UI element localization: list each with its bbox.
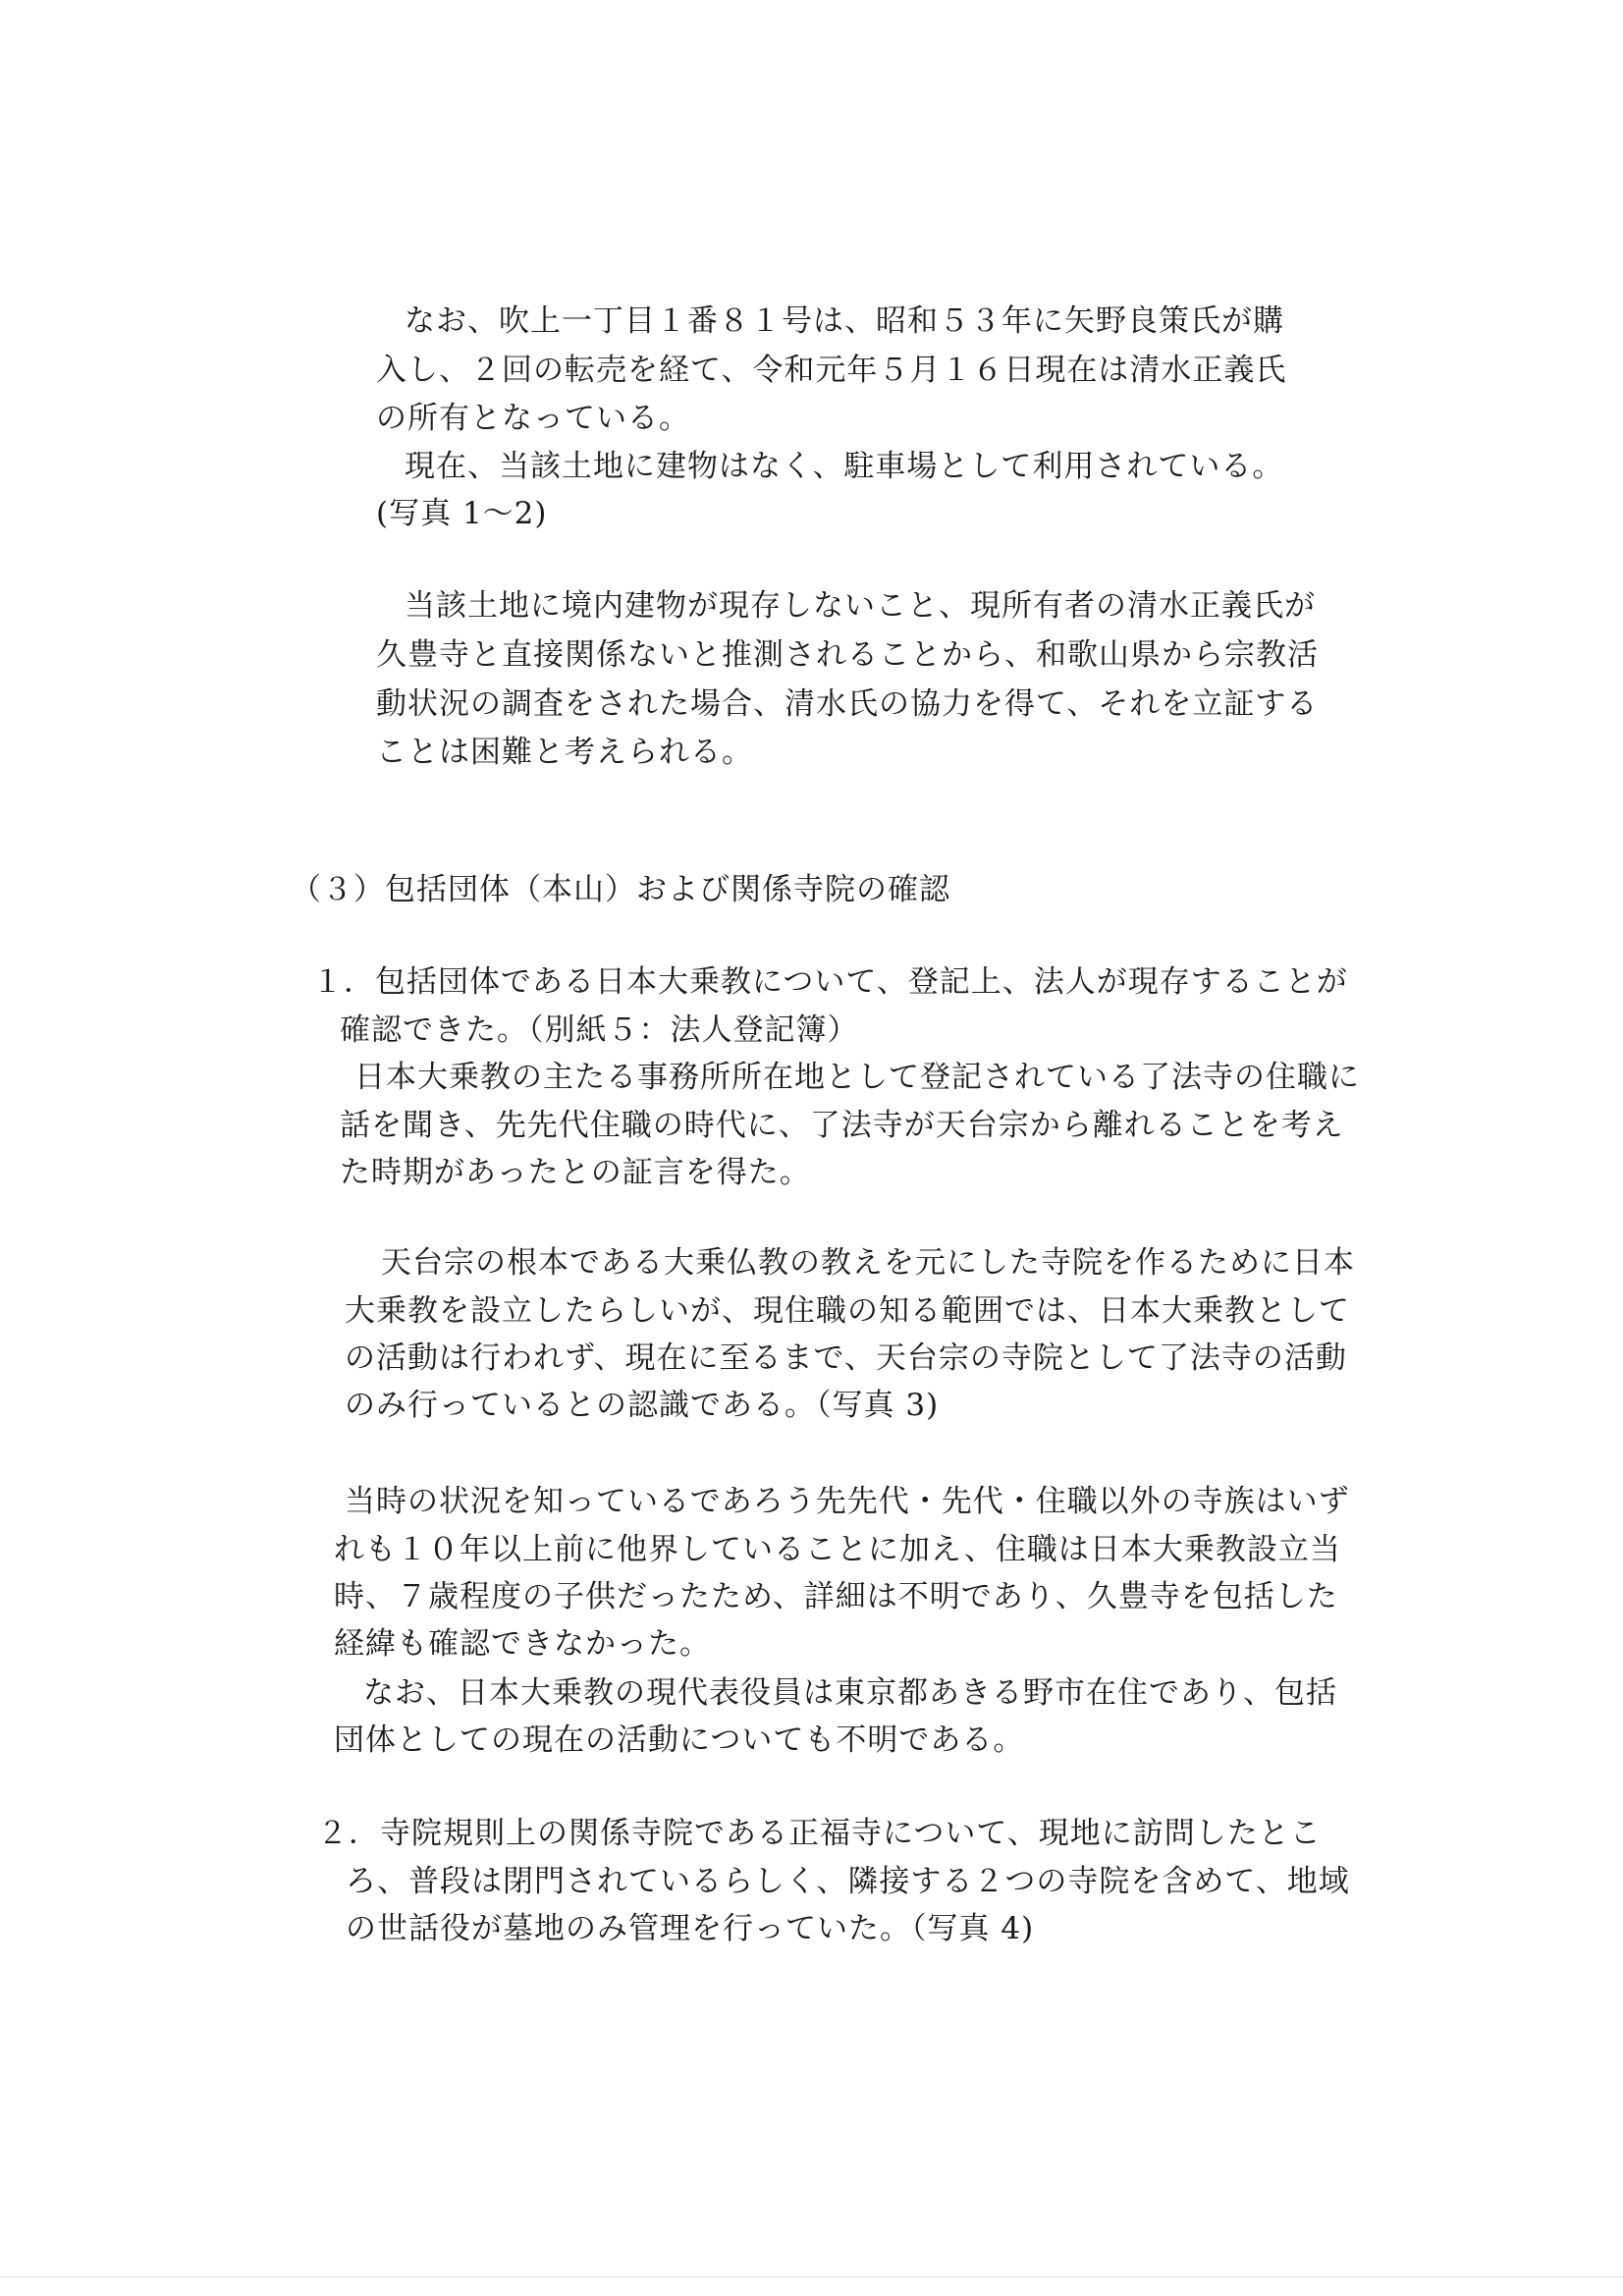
text-line: 天台宗の根本である大乗仏教の教えを元にした寺院を作るために日本: [381, 1245, 1355, 1281]
text-line: のみ行っているとの認識である。（写真 3): [345, 1388, 940, 1423]
text-line: 経緯も確認できなかった。: [334, 1626, 711, 1662]
text-line: なお、日本大乗教の現代表役員は東京都あきる野市在住であり、包括: [363, 1675, 1337, 1711]
text-line: 大乗教を設立したらしいが、現住職の知る範囲では、日本大乗教として: [345, 1293, 1350, 1329]
text-line: 確認できた。（別紙５：法人登記簿）: [340, 1012, 859, 1048]
text-line: 団体としての現在の活動についても不明である。: [334, 1722, 1025, 1758]
text-line: 現在、当該土地に建物はなく、駐車場として利用されている。: [405, 449, 1284, 484]
list-item-1: １．包括団体である日本大乗教について、登記上、法人が現存することが: [312, 964, 1348, 1000]
text-line: 当時の状況を知っているであろう先先代・先代・住職以外の寺族はいず: [345, 1484, 1350, 1519]
text-line: た時期があったとの証言を得た。: [340, 1155, 811, 1190]
scan-edge-divider: [0, 2276, 1623, 2277]
text-line: 当該土地に境内建物が現存しないこと、現所有者の清水正義氏が: [405, 588, 1316, 624]
section-heading: （３）包括団体（本山）および関係寺院の確認: [291, 872, 950, 907]
text-line: の活動は行われず、現在に至るまで、天台宗の寺院として了法寺の活動: [345, 1340, 1347, 1376]
text-line: 久豊寺と直接関係ないと推測されることから、和歌山県から宗教活: [376, 637, 1319, 673]
text-line: 動状況の調査をされた場合、清水氏の協力を得て、それを立証する: [376, 686, 1319, 722]
text-line: ことは困難と考えられる。: [376, 735, 753, 770]
text-line: 入し、２回の転売を経て、令和元年５月１６日現在は清水正義氏: [376, 353, 1287, 388]
text-line: 話を聞き、先先代住職の時代に、了法寺が天台宗から離れることを考え: [340, 1108, 1344, 1143]
list-item-2: ２．寺院規則上の関係寺院である正福寺について、現地に訪問したとこ: [317, 1816, 1322, 1851]
text-line: 時、７歳程度の子供だったため、詳細は不明であり、久豊寺を包括した: [334, 1579, 1338, 1614]
text-line: の世話役が墓地のみ管理を行っていた。（写真 4): [346, 1911, 1035, 1946]
text-line: なお、吹上一丁目１番８１号は、昭和５３年に矢野良策氏が購: [405, 303, 1284, 339]
photo-reference: (写真 1～2): [376, 496, 548, 531]
text-line: 日本大乗教の主たる事務所所在地として登記されている了法寺の住職に: [354, 1060, 1360, 1095]
text-line: れも１０年以上前に他界していることに加え、住職は日本大乗教設立当: [334, 1532, 1341, 1567]
text-line: ろ、普段は閉門されているらしく、隣接する２つの寺院を含めて、地域: [346, 1864, 1350, 1899]
text-line: の所有となっている。: [376, 401, 690, 436]
